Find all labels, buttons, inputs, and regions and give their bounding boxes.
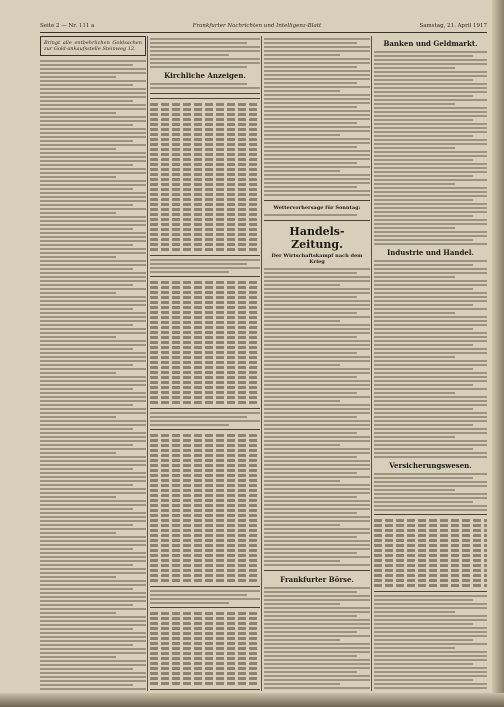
insurance-heading: Versicherungswesen. xyxy=(389,461,472,470)
handels-zeitung-heading: Handels-Zeitung. xyxy=(289,225,345,251)
column-rule xyxy=(261,36,262,691)
church-schedule-table xyxy=(150,607,260,690)
column-4 xyxy=(374,36,487,691)
column-3 xyxy=(264,36,370,691)
column-rule xyxy=(371,36,372,691)
industry-heading: Industrie und Handel. xyxy=(387,248,474,257)
church-notices-heading: Kirchliche Anzeigen. xyxy=(164,71,246,80)
handels-subheading: Der Wirtschaftskampf nach dem Krieg xyxy=(271,253,363,265)
header-center: Frankfurter Nachrichten und Intelligenz-Blatt xyxy=(192,23,322,29)
header-left: Seite 2 — Nr. 111 a xyxy=(40,23,95,29)
church-schedule-table xyxy=(150,429,260,587)
gold-ad-box: Bringt alle entbehrlichen Goldsachen zur Gold-ankaufsstelle Steinweg 12. xyxy=(40,36,146,56)
header-right: Samstag, 21. April 1917 xyxy=(419,23,487,29)
page-header xyxy=(40,20,487,33)
column-1 xyxy=(40,36,146,691)
column-rule xyxy=(147,36,148,691)
page-gutter xyxy=(492,0,504,707)
page-bottom-edge xyxy=(0,693,504,707)
church-schedule-table xyxy=(150,276,260,409)
church-schedule-table xyxy=(150,98,260,256)
column-2 xyxy=(150,36,260,691)
bourse-heading: Frankfurter Börse. xyxy=(280,575,354,584)
banks-heading: Banken und Geldmarkt. xyxy=(383,39,478,48)
insurance-table xyxy=(374,514,487,592)
weather-heading: Wettervorhersage für Sonntag: xyxy=(273,205,361,211)
